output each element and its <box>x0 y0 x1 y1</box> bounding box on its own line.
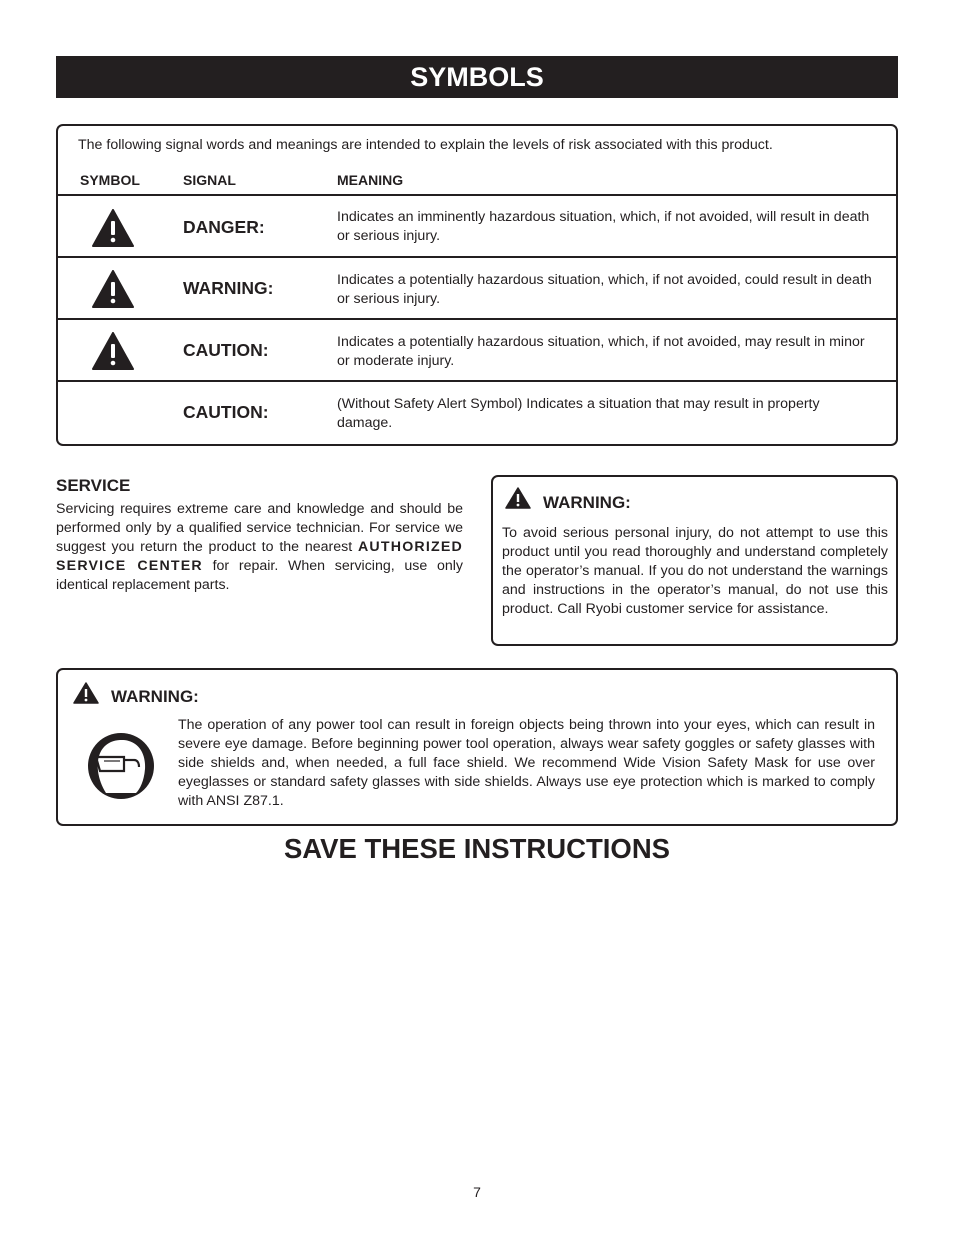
safety-alert-triangle-icon <box>505 487 531 509</box>
signal-meaning: Indicates an imminently hazardous situation, which, if not avoided, will result in death or serious injury. <box>337 209 870 244</box>
warning-heading: WARNING: <box>543 493 631 512</box>
safety-alert-triangle-icon <box>92 332 134 370</box>
column-header-signal: SIGNAL <box>183 172 236 188</box>
safety-alert-triangle-icon <box>73 682 99 704</box>
warning-text: The operation of any power tool can result in foreign objects being thrown into your eyes, which can result in severe eye damage. Before beginning power tool operation, always wear safety goggles or safety glasses with side shields and, when needed, a full face shield. We recommend Wide Vision Safety Mask for use over eyeglasses or standard safety glasses with side shields. Always use eye protection which is marked to comply with ANSI Z87.1. <box>178 717 875 809</box>
service-text-start: Servicing requires extreme care and knowledge and should be performed only by a qualified service technician. For service we suggest you return the product to the nearest <box>56 501 463 555</box>
service-text-end: for repair. When servicing, use only identical replacement parts. <box>56 558 463 593</box>
warning-heading: WARNING: <box>111 687 199 706</box>
service-heading: SERVICE <box>56 476 131 495</box>
safety-alert-triangle-icon <box>92 270 134 308</box>
safety-alert-triangle-icon <box>92 209 134 247</box>
service-body <box>56 500 463 595</box>
eye-protection-warning-box <box>56 668 898 826</box>
signal-word-danger: DANGER: <box>183 217 265 237</box>
save-instructions-heading: SAVE THESE INSTRUCTIONS <box>283 833 671 864</box>
symbols-intro: The following signal words and meanings are intended to explain the levels of risk associated with this product. <box>78 137 773 153</box>
symbols-table <box>56 124 898 446</box>
table-row <box>58 194 896 256</box>
table-row <box>58 380 896 446</box>
authorized-service-center: AUTHORIZED SERVICE CENTER <box>56 539 463 574</box>
signal-meaning: Indicates a potentially hazardous situation, which, if not avoided, could result in death or serious injury. <box>337 272 872 307</box>
section-title-banner <box>56 56 898 98</box>
manual-warning-box <box>491 475 898 646</box>
column-header-symbol: SYMBOL <box>80 172 140 188</box>
warning-text: To avoid serious personal injury, do not attempt to use this product until you read thoroughly and understand completely the operator’s manual. If you do not understand the warnings and instructions in the operator’s manual, do not use this product. Call Ryobi customer service for assistance. <box>502 525 888 617</box>
safety-goggles-icon <box>86 731 156 801</box>
page-number: 7 <box>473 1184 481 1200</box>
signal-word-caution: CAUTION: <box>183 402 269 422</box>
signal-word-warning: WARNING: <box>183 278 274 298</box>
signal-meaning: (Without Safety Alert Symbol) Indicates a situation that may result in property damage. <box>337 396 820 431</box>
signal-word-caution: CAUTION: <box>183 340 269 360</box>
section-title: SYMBOLS <box>410 62 544 92</box>
table-row <box>58 318 896 380</box>
table-row <box>58 256 896 318</box>
column-header-meaning: MEANING <box>337 172 404 188</box>
signal-meaning: Indicates a potentially hazardous situation, which, if not avoided, may result in minor or moderate injury. <box>337 334 865 369</box>
